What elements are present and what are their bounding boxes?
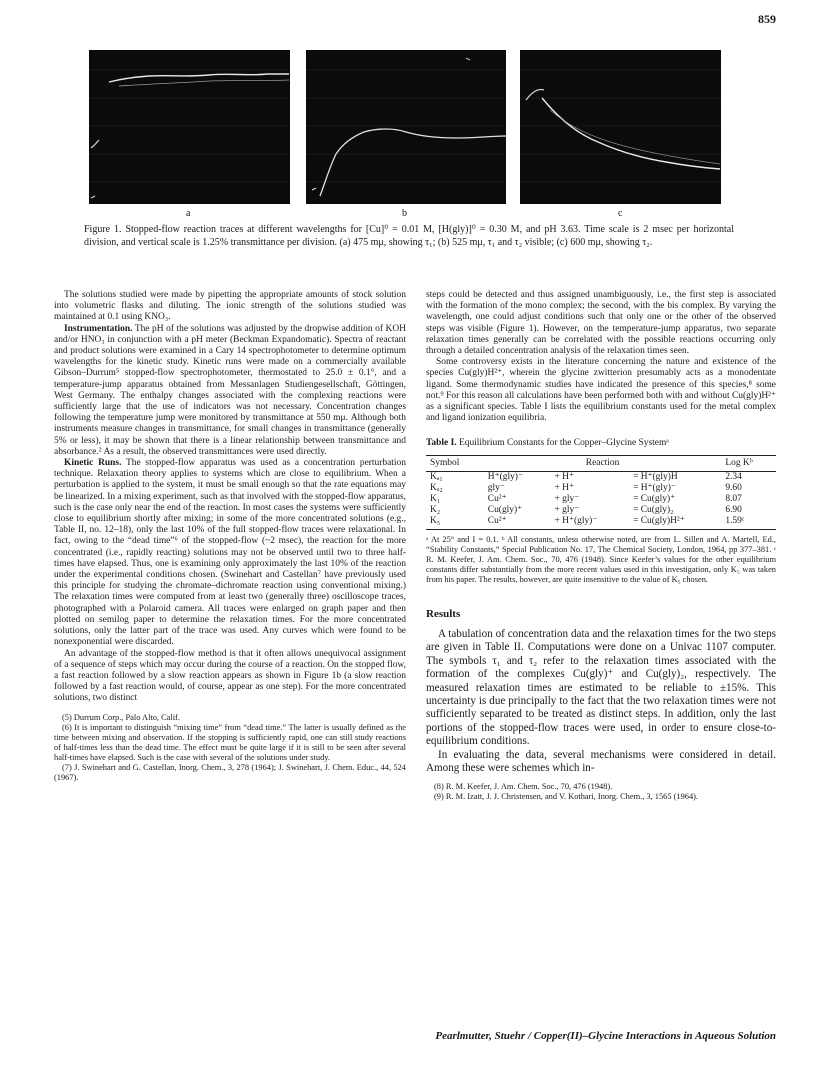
table-row [426,505,776,516]
paragraph-solutions: The solutions studied were made by pipetting the appropriate amounts of stock solution into volumetric flasks and diluting. The ionic strength of the solutions studied was maintained at 0.1 using KNO₃. [54,290,406,323]
paragraph-kinetic-runs [54,458,406,648]
cell-product: = Cu(gly)H²⁺ [629,516,721,530]
cell-reactant: Cu²⁺ [487,493,507,504]
cell-symbol: Kₐ₂ [430,482,443,493]
results-paragraph-1: A tabulation of concentration data and the relaxation times for the two steps are given in Table II. Computations were done on a Univac 1107 computer. The symbols τ₁ and τ₂ refer to the relaxation times associated with the formation of the complexes Cu(gly)⁺ and Cu(gly)₂, respectively. The measured relaxation times are estimated to be reliable to ±15%. This uncertainty is due principally to the fact that the two relaxation times were not sufficiently separated to be treated as distinct steps. In addition, only the last portions of the stopped-flow traces were used, in order to ensure close-to-equilibrium conditions. [426,628,776,748]
header-symbol: Symbol [426,455,484,471]
table-row [426,471,776,483]
panel-label-a: a [186,208,191,219]
oscilloscope-trace-a [89,50,290,204]
cell-plus: + H⁺ [554,482,574,493]
instrumentation-text: The pH of the solutions was adjusted by the dropwise addition of KOH and/or HNO₃ in conjunction with a pH meter (Beckman Expandomatic). Spectra of reactant and product solutions were examined in a Cary 14 spectrophotometer to determine optimum wavelengths for the kinetic study. Kinetic runs were made on a commercially available Gibson–Durrum⁵ stopped-flow spectrophotometer, thermostated to 25.0 ± 0.1°, and a temperature-jump apparatus obtained from Messanlagen Studiengesellschaft, Göttingen, West Germany. The enthalpy changes associated with the complexing reactions were sufficiently large that the use of indicators was not necessary. Concentration changes following the temperature jump were monitored by transmittance at 550 mμ. Although both instruments measure changes in transmittance, for small changes in transmittance (generally 5% or less), it may be shown that there is a linear relationship between transmittance and absorbance.² As a result, the observed transmittances were used directly. [54,323,406,457]
panel-label-b: b [402,208,407,219]
table-title [426,438,776,449]
trace-c-graphic [520,50,721,204]
table-caption: Equilibrium Constants for the Copper–Glycine Systemᵃ [456,438,669,449]
trace-a-graphic [89,50,290,204]
footnotes [54,713,406,783]
paragraph-steps: steps could be detected and thus assigned unambiguously, i.e., the first step is associated with the formation of the mono complex; the second, with the bis complex. By varying the wavelength, one could adjust conditions such that only one or the other of the observed steps was visible (Figure 1). However, on the temperature-jump apparatus, two separate relaxation times generally can be correlated with the possible reactions occurring only through a detailed concentration analysis of the relaxation times seen. [426,290,776,357]
cell-reactant: Cu²⁺ [484,516,551,530]
cell-product: = Cu(gly)⁺ [633,493,676,504]
cell-logk: 8.07 [725,493,742,504]
left-column [54,290,406,783]
table-label: Table I. [426,438,457,449]
header-logk: Log Kᵇ [721,455,776,471]
panel-label-c: c [618,208,623,219]
oscilloscope-trace-c [520,50,721,204]
equilibrium-table [426,455,776,530]
instrumentation-heading: Instrumentation. [64,323,133,334]
footnote-7: (7) J. Swinehart and G. Castellan, Inorg. Chem., 3, 278 (1964); J. Swinehart, J. Chem. Educ., 44, 524 (1967). [54,762,406,782]
results-heading: Results [426,607,461,620]
cell-reactant: H⁺(gly)⁻ [487,471,523,482]
cell-symbol: K₅ [426,516,484,530]
cell-symbol: K₁ [430,493,441,504]
running-footer: Pearlmutter, Stuehr / Copper(II)–Glycine Interactions in Aqueous Solution [435,1030,776,1042]
cell-symbol: Kₐ₁ [430,471,443,482]
header-reaction: Reaction [484,455,722,471]
cell-logk: 9.60 [725,482,742,493]
table-row [426,516,776,530]
paragraph-instrumentation [54,324,406,458]
kinetic-runs-heading: Kinetic Runs. [64,458,122,469]
footnote-6: (6) It is important to distinguish “mixing time” from “dead time.” The latter is usually defined as the time between mixing and observation. If the stopping is sufficiently rapid, one can still study reactions of half-times less than the dead time. The effect must be quite large if it is still to be seen after several half-times have elapsed. Such is the case with several of the solutions under study. [54,722,406,762]
cell-reactant: Cu(gly)⁺ [487,504,523,515]
table-row [426,494,776,505]
cell-plus: + H⁺ [554,471,574,482]
results-body [426,628,776,775]
table-row [426,483,776,494]
reference-8: (8) R. M. Keefer, J. Am. Chem. Soc., 70, 476 (1948). [434,781,613,791]
kinetic-runs-text: The stopped-flow apparatus was used as a concentration perturbation technique. Relaxation theory applies to systems which are close to equilibrium. When a perturbation is applied to the system, it must be small enough so that the rate equations may be linearized. In a mixing experiment, such as that involved with the stopped-flow apparatus, such is the case only near the end of the reaction. In most cases the systems were sufficiently close to equilibrium shortly after mixing; in some of the more concentrated solutions (e.g., Table II, no. 12–18), only the last 10% of the full stopped-flow traces were relaxational. In fact, owing to the “dead time”⁶ of the stopped-flow (~2 msec), the reaction for the more concentrated (i.e., rapidly reacting) solutions may not be observed until two to three half-times have elapsed. Thus, one is examining only approximately the last 10% of the reaction under the experimental conditions chosen. (Swinehart and Castellan⁷ have previously used this principle for studying the chromate–dichromate reaction using conventional mixing.) The relaxation times were computed from at least two (generally three) oscilloscope traces, photographed with a Polaroid camera. All traces were enlarged on graph paper and then plotted on semilog paper to determine the relaxation times. For the more concentrated solutions, only the latter part of the trace was used. Any curves which were found to be nonexponential were discarded. [54,458,406,648]
cell-reactant: gly⁻ [487,482,505,493]
table-header-row [426,455,776,471]
figure-caption: Figure 1. Stopped-flow reaction traces at different wavelengths for [Cu]⁰ = 0.01 M, [H(gly)]⁰ = 0.30 M, and pH 3.63. Time scale is 2 msec per horizontal division, and vertical scale is 1.25% transmittance per division. (a) 475 mμ, showing τ₁; (b) 525 mμ, τ₁ and τ₂ visible; (c) 600 mμ, showing τ₂. [84,224,734,248]
cell-product: = H⁺(gly)⁻ [633,482,676,493]
reference-9: (9) R. M. Izatt, J. J. Christensen, and V. Kothari, Inorg. Chem., 3, 1565 (1964). [434,791,699,801]
cell-plus: + gly⁻ [554,493,580,504]
right-column [426,290,776,802]
paragraph-stopped-flow-advantage: An advantage of the stopped-flow method is that it often allows unequivocal assignment of a sequence of steps which may occur during the course of a reaction. On the stopped flow, a fast reaction followed by a slow reaction appears as shown in Figure 1b (a slow reaction followed by a fast reaction would, of course, appear as one step). For the more concentrated solutions, two distinct [54,648,406,704]
paragraph-controversy: Some controversy exists in the literature concerning the nature and existence of the species Cu(gly)H²⁺, wherein the glycine zwitterion presumably acts as a monodentate ligand. Some thermodynamic studies have indicated the presence of this species,⁸ some not.⁹ For this reason all calculations have been performed both with and without Cu(gly)H²⁺ as a significant species. Table I lists the equilibrium constants used for the metal complex and ligand ionization equilibria. [426,357,776,424]
cell-plus: + H⁺(gly)⁻ [550,516,629,530]
oscilloscope-trace-b [306,50,506,204]
results-paragraph-2: In evaluating the data, several mechanisms were considered in detail. Among these were schemes which in- [426,748,776,775]
trace-b-graphic [306,50,506,204]
table-footnotes: ᵃ At 25° and I = 0.1. ᵇ All constants, unless otherwise noted, are from L. Sillen and A. Martell, Ed., “Stability Constants,” Special Publication No. 17, The Chemical Society, London, 1964, pp 377–381. ᶜ R. M. Keefer, J. Am. Chem. Soc., 70, 476 (1948). Since Keefer’s values for the other equilibrium constants differ substantially from the more recent values used in this investigation, only K₅ was taken from his paper. The results, however, are quite insensitive to the value of K₅ chosen. [426,534,776,584]
cell-product: = H⁺(gly)H [633,471,678,482]
cell-logk: 6.90 [725,504,742,515]
cell-logk: 2.34 [725,471,742,482]
cell-symbol: K₂ [430,504,441,515]
page-number: 859 [758,12,776,26]
footnote-5: (5) Durrum Corp., Palo Alto, Calif. [62,712,180,722]
cell-product: = Cu(gly)₂ [633,504,674,515]
cell-logk: 1.59ᶜ [721,516,776,530]
references-right [426,782,776,802]
cell-plus: + gly⁻ [554,504,580,515]
